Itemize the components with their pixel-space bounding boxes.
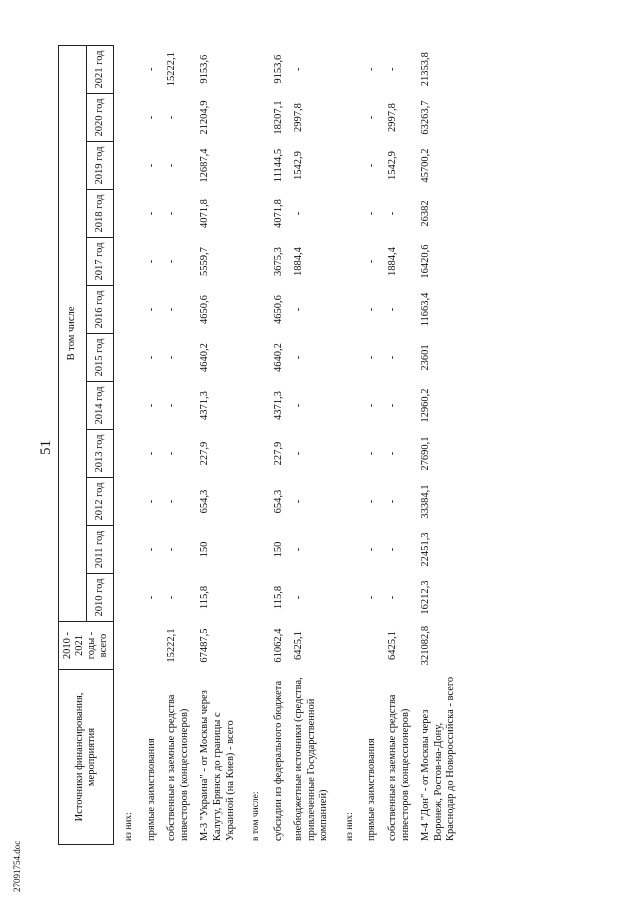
row-year-value: - (166, 451, 178, 456)
row-year-value: 4640,2 (272, 343, 284, 372)
row-year-value: 1542,9 (386, 151, 398, 180)
row-year-value: - (166, 259, 178, 264)
row-year-value: 33384,1 (420, 484, 432, 519)
row-year-value: 27690,1 (420, 436, 432, 471)
row-label: внебюджетные источники (средства, привлеченные Государственной компанией) (293, 677, 330, 841)
row-year-value: 150 (199, 541, 211, 558)
table-row (269, 45, 290, 844)
row-year-value: 18207,1 (272, 100, 284, 135)
header-year: 2017 год (86, 238, 114, 286)
row-year-value: - (166, 307, 178, 312)
row-year-value: 5559,7 (199, 247, 211, 276)
financing-table-container (58, 45, 618, 845)
header-label: Источники финансирования, мероприятия (59, 670, 114, 845)
row-year-value: - (166, 595, 178, 600)
row-year-value: 15222,1 (166, 52, 178, 87)
row-year-value: 654,3 (272, 489, 284, 514)
row-total: 6425,1 (386, 631, 398, 660)
row-year-value: 150 (272, 541, 284, 558)
footer-file-reference: 27091754.doc (12, 840, 22, 892)
table-row (416, 45, 462, 844)
table-header (59, 45, 114, 844)
row-year-value: 9153,6 (272, 54, 284, 84)
row-year-value: - (293, 355, 305, 360)
row-year-value: 4071,8 (272, 199, 284, 228)
row-year-value: 1884,4 (386, 247, 398, 276)
row-year-value: - (145, 211, 157, 216)
row-year-value: 654,3 (199, 489, 211, 514)
row-year-value: - (366, 259, 378, 264)
row-year-value: 12687,4 (199, 148, 211, 183)
row-year-value: - (366, 163, 378, 168)
row-year-value: 16420,6 (420, 244, 432, 279)
header-year: 2011 год (86, 526, 114, 574)
row-year-value: - (366, 595, 378, 600)
row-label: М-4 "Дон" - от Москвы через Воронеж, Ростов-на-Дону, Краснодар до Новороссийска - всего (420, 676, 457, 841)
row-year-value: - (386, 67, 398, 71)
row-year-value: - (145, 163, 157, 168)
table-row (195, 45, 241, 844)
row-year-value: 4371,3 (272, 391, 284, 420)
row-label: прямые заимствования (145, 738, 157, 841)
table-row (162, 45, 195, 844)
header-year: 2018 год (86, 190, 114, 238)
subheading-label: из них: (344, 812, 355, 841)
row-year-value: - (386, 595, 398, 600)
row-year-value: - (166, 211, 178, 216)
subheading-label: в том числе: (251, 791, 262, 841)
row-year-value: 21204,9 (199, 100, 211, 135)
row-year-value: - (366, 307, 378, 312)
row-year-value: 227,9 (199, 441, 211, 466)
row-total (142, 622, 163, 670)
row-label: собственные и заемные средства инвесторов (концессионеров) (166, 694, 190, 841)
row-year-value: - (293, 211, 305, 216)
row-year-value: - (366, 115, 378, 120)
header-year: 2020 год (86, 94, 114, 142)
row-year-value: 11144,5 (272, 148, 284, 183)
row-year-value: - (145, 307, 157, 312)
row-year-value: - (366, 67, 378, 71)
row-year-value: 11663,4 (420, 292, 432, 327)
row-year-value: 4640,2 (199, 343, 211, 372)
row-year-value: - (166, 163, 178, 168)
row-year-value: - (293, 547, 305, 552)
row-year-value: 1884,4 (293, 247, 305, 276)
row-year-value: - (145, 451, 157, 456)
row-year-value: 4650,6 (199, 295, 211, 324)
row-year-value: 227,9 (272, 441, 284, 466)
row-total: 61062,4 (272, 628, 284, 663)
row-year-value: - (145, 115, 157, 120)
row-year-value: 63263,7 (420, 100, 432, 135)
row-year-value: 3675,3 (272, 247, 284, 276)
row-year-value: 4650,6 (272, 295, 284, 324)
row-total: 321082,8 (420, 625, 432, 666)
table-subheading-row (335, 45, 362, 844)
row-label: субсидии из федерального бюджета (272, 680, 284, 841)
header-year: 2010 год (86, 574, 114, 622)
table-subheading-row (241, 45, 268, 844)
row-year-value: - (166, 499, 178, 504)
row-year-value: - (293, 499, 305, 504)
row-total: 67487,5 (199, 628, 211, 663)
row-year-value: - (386, 211, 398, 216)
header-year: 2019 год (86, 142, 114, 190)
row-year-value: - (145, 259, 157, 264)
row-year-value: 23601 (420, 344, 432, 371)
row-year-value: - (293, 307, 305, 312)
table-subheading-row (114, 45, 142, 844)
row-year-value: - (366, 403, 378, 408)
row-year-value: - (366, 355, 378, 360)
subheading-label: из них: (124, 812, 135, 841)
row-total: 6425,1 (293, 631, 305, 660)
row-year-value: 2997,8 (293, 103, 305, 132)
table-row (142, 45, 163, 844)
header-group: В том числе (59, 45, 87, 621)
row-year-value: - (166, 355, 178, 360)
row-year-value: - (145, 547, 157, 552)
row-year-value: - (386, 547, 398, 552)
row-year-value: - (366, 547, 378, 552)
row-year-value: - (166, 403, 178, 408)
row-year-value: - (145, 499, 157, 504)
row-year-value: 115,8 (272, 585, 284, 610)
row-year-value: 2997,8 (386, 103, 398, 132)
table-row (362, 45, 383, 844)
row-year-value: - (145, 403, 157, 408)
financing-table (58, 45, 462, 845)
header-year: 2015 год (86, 334, 114, 382)
row-year-value: 16212,3 (420, 580, 432, 615)
row-year-value: - (293, 451, 305, 456)
row-year-value: - (386, 499, 398, 504)
header-year: 2016 год (86, 286, 114, 334)
row-year-value: 9153,6 (199, 54, 211, 84)
row-year-value: 4371,3 (199, 391, 211, 420)
row-year-value: - (166, 547, 178, 552)
row-year-value: - (166, 115, 178, 120)
header-year: 2014 год (86, 382, 114, 430)
row-year-value: 1542,9 (293, 151, 305, 180)
row-year-value: 4071,8 (199, 199, 211, 228)
row-year-value: - (386, 451, 398, 456)
row-year-value: - (145, 67, 157, 71)
row-year-value: - (366, 211, 378, 216)
row-year-value: - (386, 355, 398, 360)
row-year-value: - (293, 403, 305, 408)
header-year: 2021 год (86, 45, 114, 93)
row-year-value: - (145, 355, 157, 360)
row-year-value: - (293, 67, 305, 71)
row-label: прямые заимствования (366, 738, 378, 841)
header-year: 2013 год (86, 430, 114, 478)
row-year-value: 26382 (420, 200, 432, 227)
table-row (383, 45, 416, 844)
row-year-value: - (386, 307, 398, 312)
page-number: 51 (38, 440, 54, 455)
header-year: 2012 год (86, 478, 114, 526)
header-total: 2010 - 2021 годы - всего (59, 622, 114, 670)
row-year-value: - (145, 595, 157, 600)
row-year-value: 12960,2 (420, 388, 432, 423)
table-body (114, 45, 462, 844)
row-total (362, 622, 383, 670)
row-total: 15222,1 (166, 628, 178, 663)
row-year-value: - (293, 595, 305, 600)
row-year-value: - (366, 499, 378, 504)
row-year-value: 22451,3 (420, 532, 432, 567)
row-year-value: - (386, 403, 398, 408)
row-label: М-3 "Украина" - от Москвы через Калугу, Брянск до границы с Украиной (на Киев) - всего (199, 690, 236, 841)
row-year-value: - (366, 451, 378, 456)
row-year-value: 21353,8 (420, 52, 432, 87)
row-year-value: 115,8 (199, 585, 211, 610)
row-year-value: 45700,2 (420, 148, 432, 183)
row-label: собственные и заемные средства инвесторов (концессионеров) (386, 694, 411, 841)
table-row (289, 45, 335, 844)
